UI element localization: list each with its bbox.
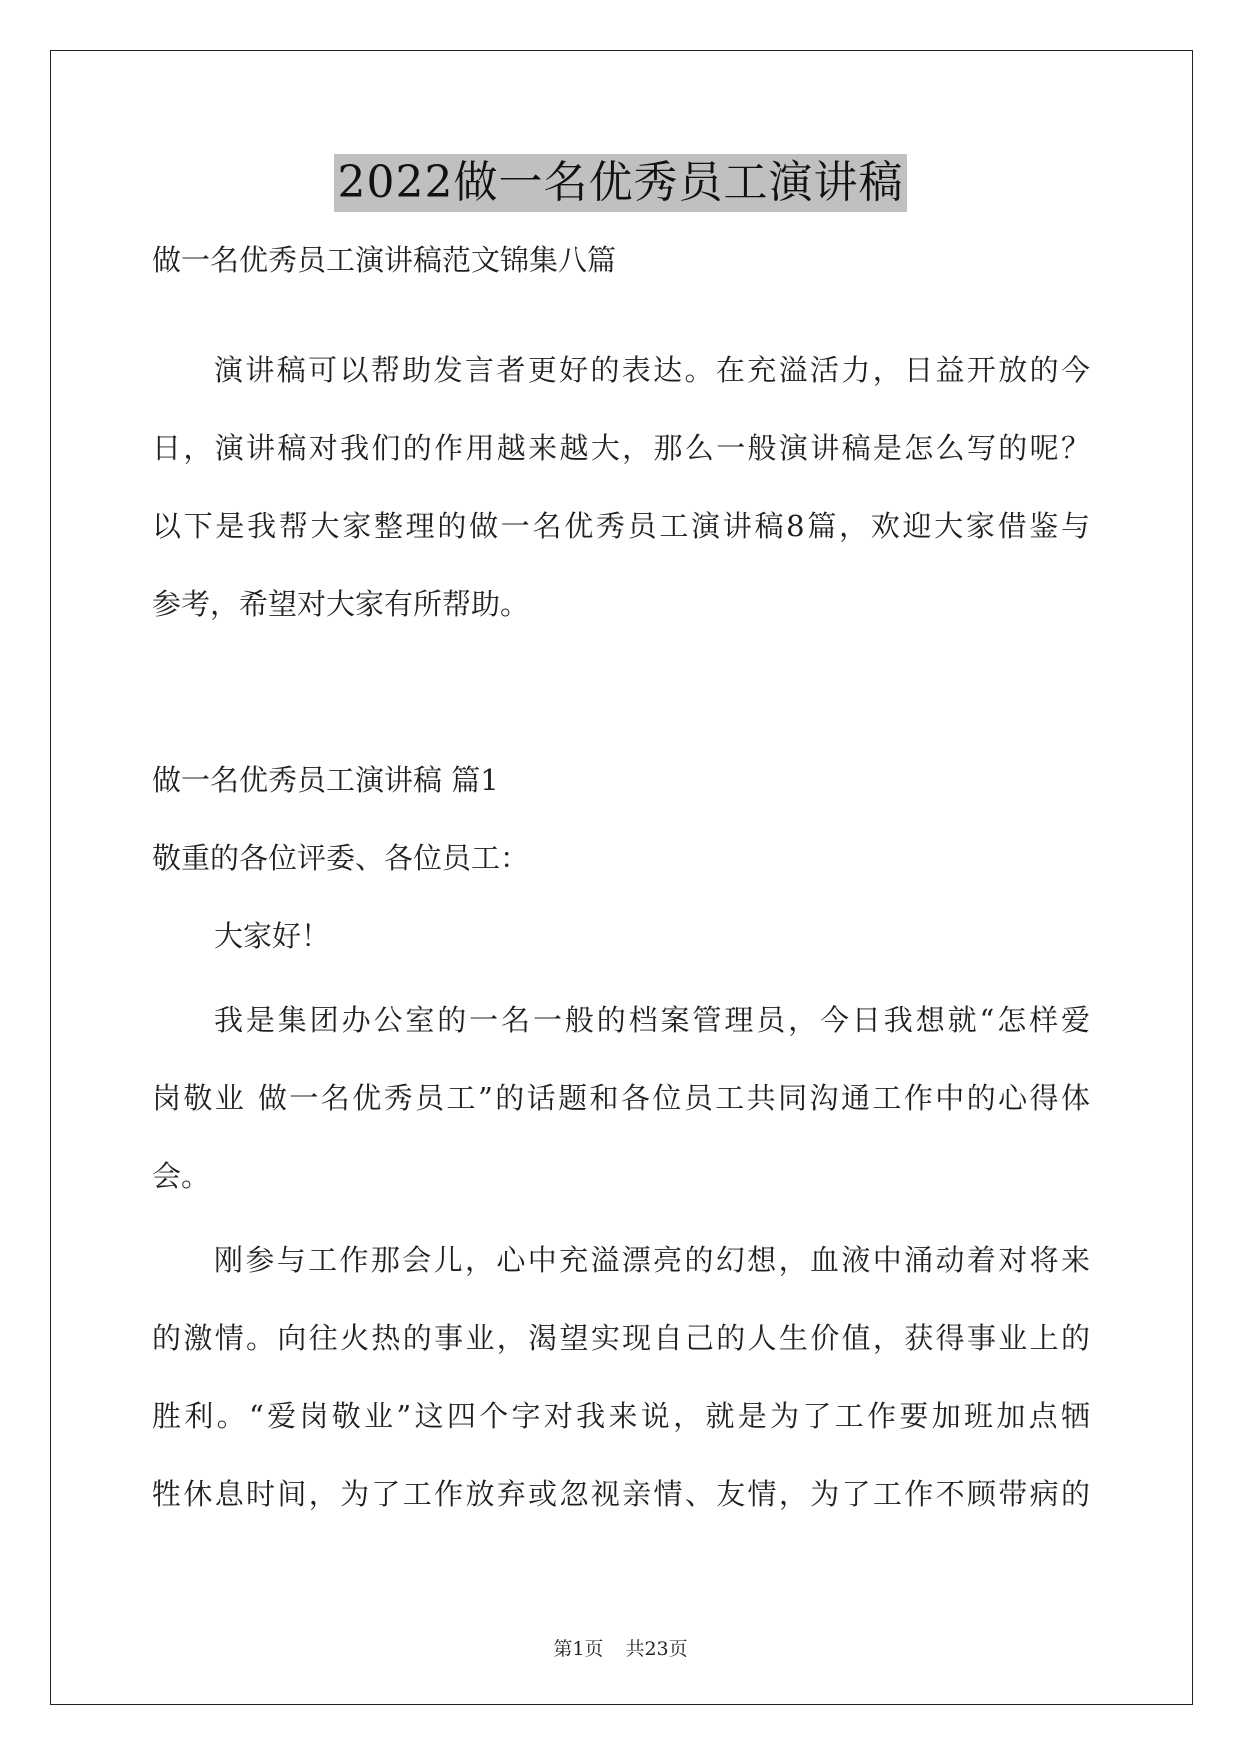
intro-line: 以下是我帮大家整理的做一名优秀员工演讲稿8篇，欢迎大家借鉴与 (152, 509, 1090, 543)
paragraph-line: 胜利。“爱岗敬业”这四个字对我来说，就是为了工作要加班加点牺 (152, 1399, 1090, 1433)
paragraph-line: 会。 (152, 1159, 211, 1193)
page-number: 第1页 (553, 1638, 604, 1660)
paragraph-line: 的激情。向往火热的事业，渴望实现自己的人生价值，获得事业上的 (152, 1321, 1090, 1355)
page-footer (0, 1634, 1241, 1661)
document-subtitle: 做一名优秀员工演讲稿范文锦集八篇 (152, 243, 617, 277)
intro-line: 日，演讲稿对我们的作用越来越大，那么一般演讲稿是怎么写的呢？ (152, 431, 1090, 465)
paragraph-line: 刚参与工作那会儿，心中充溢漂亮的幻想，血液中涌动着对将来 (214, 1243, 1090, 1277)
intro-line: 演讲稿可以帮助发言者更好的表达。在充溢活力，日益开放的今 (214, 353, 1090, 387)
intro-line: 参考，希望对大家有所帮助。 (152, 587, 530, 621)
paragraph-line: 岗敬业 做一名优秀员工”的话题和各位员工共同沟通工作中的心得体 (152, 1081, 1090, 1115)
title-block (0, 154, 1241, 212)
salutation: 敬重的各位评委、各位员工： (152, 841, 530, 875)
section-heading: 做一名优秀员工演讲稿 篇1 (152, 763, 499, 797)
greeting: 大家好！ (214, 919, 331, 953)
paragraph-line: 牲休息时间，为了工作放弃或忽视亲情、友情，为了工作不顾带病的 (152, 1477, 1090, 1511)
paragraph-line: 我是集团办公室的一名一般的档案管理员，今日我想就“怎样爱 (214, 1003, 1090, 1037)
document-title: 2022做一名优秀员工演讲稿 (334, 154, 908, 212)
total-pages: 共23页 (625, 1638, 688, 1660)
